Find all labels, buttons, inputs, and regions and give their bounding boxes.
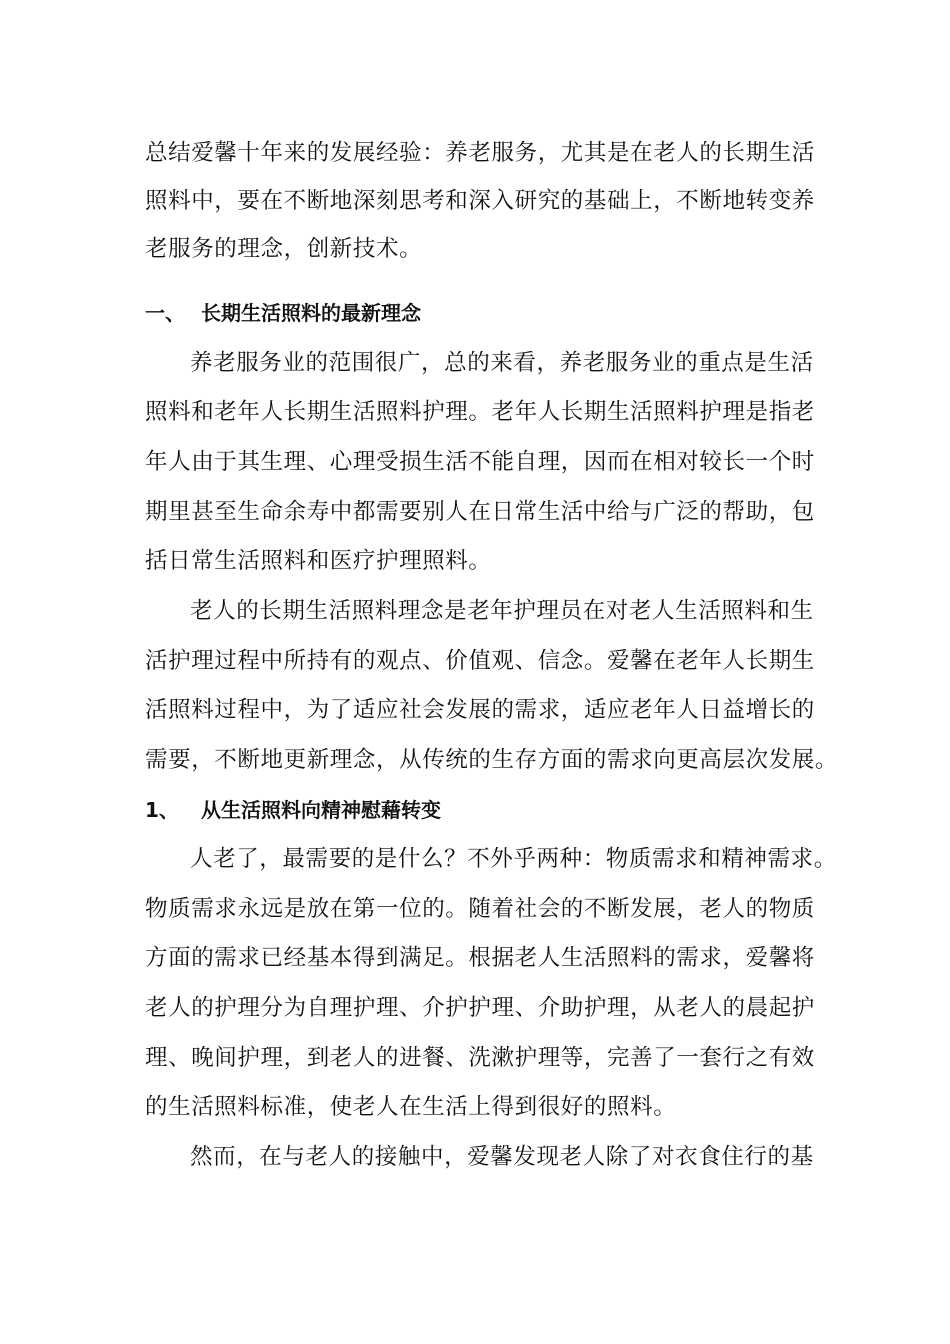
paragraph-line: 括日常生活照料和医疗护理照料。: [145, 548, 492, 574]
paragraph-line: 养老服务业的范围很广，总的来看，养老服务业的重点是生活: [190, 350, 814, 376]
paragraph-line: 然而，在与老人的接触中，爱馨发现老人除了对衣食住行的基: [190, 1144, 814, 1170]
section-number: 一、: [145, 301, 185, 325]
section-heading: [145, 299, 421, 327]
subsection-title: 从生活照料向精神慰藉转变: [201, 798, 441, 822]
intro-line: 照料中，要在不断地深刻思考和深入研究的基础上，不断地转变养: [145, 188, 815, 214]
section-title: 长期生活照料的最新理念: [201, 301, 421, 325]
paragraph-line: 活护理过程中所持有的观点、价值观、信念。爱馨在老年人长期生: [145, 648, 815, 674]
intro-line: 总结爱馨十年来的发展经验：养老服务，尤其是在老人的长期生活: [145, 140, 815, 166]
paragraph-line: 人老了，最需要的是什么？不外乎两种：物质需求和精神需求。: [190, 846, 837, 872]
paragraph-line: 物质需求永远是放在第一位的。随着社会的不断发展，老人的物质: [145, 896, 815, 922]
paragraph-line: 老人的长期生活照料理念是老年护理员在对老人生活照料和生: [190, 598, 814, 624]
paragraph-line: 方面的需求已经基本得到满足。根据老人生活照料的需求，爱馨将: [145, 945, 815, 971]
paragraph-line: 需要，不断地更新理念，从传统的生存方面的需求向更高层次发展。: [145, 747, 839, 773]
paragraph-line: 年人由于其生理、心理受损生活不能自理，因而在相对较长一个时: [145, 449, 815, 475]
subsection-number: 1、: [145, 798, 179, 822]
paragraph-line: 照料和老年人长期生活照料护理。老年人长期生活照料护理是指老: [145, 399, 815, 425]
subsection-heading: [145, 796, 441, 824]
paragraph-line: 老人的护理分为自理护理、介护护理、介助护理，从老人的晨起护: [145, 995, 815, 1021]
paragraph-line: 的生活照料标准，使老人在生活上得到很好的照料。: [145, 1094, 677, 1120]
paragraph-line: 活照料过程中，为了适应社会发展的需求，适应老年人日益增长的: [145, 697, 815, 723]
paragraph-line: 理、晚间护理，到老人的进餐、洗漱护理等，完善了一套行之有效: [145, 1045, 815, 1071]
intro-line: 老服务的理念，创新技术。: [145, 236, 423, 262]
paragraph-line: 期里甚至生命余寿中都需要别人在日常生活中给与广泛的帮助，包: [145, 499, 815, 525]
